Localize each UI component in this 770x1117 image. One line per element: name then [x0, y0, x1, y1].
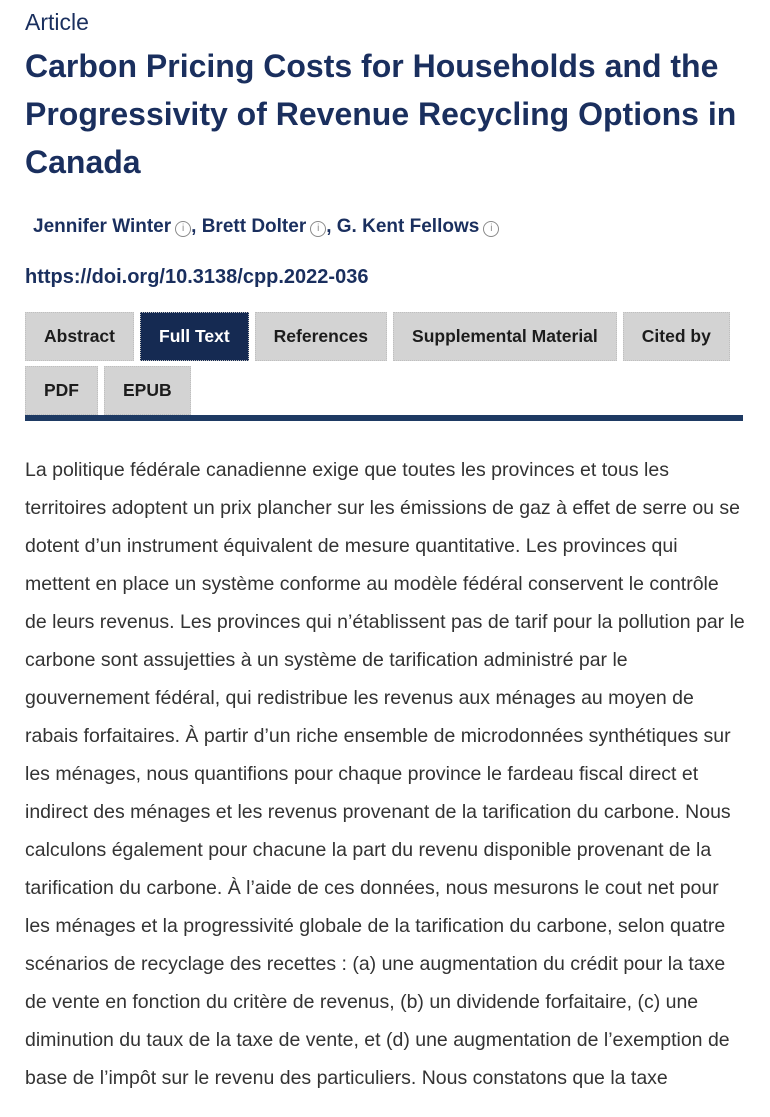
info-glyph: i: [182, 222, 185, 234]
article-title: Carbon Pricing Costs for Households and the Progressivity of Revenue Recycling Options in Canada: [25, 47, 737, 180]
doi-row: [25, 266, 745, 289]
author: [202, 216, 327, 237]
author: [337, 216, 500, 237]
author-link[interactable]: Brett Dolter: [201, 215, 307, 237]
article-tab-bar: [25, 312, 745, 415]
info-glyph: i: [490, 222, 493, 234]
tab-full-text[interactable]: Full Text: [140, 312, 249, 361]
tab-pdf[interactable]: PDF: [25, 366, 98, 415]
tab-abstract[interactable]: Abstract: [25, 312, 134, 361]
tab-epub[interactable]: EPUB: [104, 366, 191, 415]
author-info-icon[interactable]: [175, 221, 191, 237]
doi-link[interactable]: https://doi.org/10.3138/cpp.2022-036: [25, 265, 369, 288]
tab-references[interactable]: References: [255, 312, 387, 361]
author-link[interactable]: Jennifer Winter: [33, 215, 172, 237]
article-type-label: Article: [25, 9, 89, 35]
author-info-icon[interactable]: [483, 221, 499, 237]
author-info-icon[interactable]: [310, 221, 326, 237]
section-divider: [25, 415, 743, 421]
author: [33, 216, 191, 237]
info-glyph: i: [317, 222, 320, 234]
author-link[interactable]: G. Kent Fellows: [336, 215, 480, 237]
author-list: [33, 216, 745, 238]
author-separator: ,: [191, 215, 202, 237]
tab-supplemental-material[interactable]: Supplemental Material: [393, 312, 617, 361]
abstract-text-fr: La politique fédérale canadienne exige que toutes les provinces et tous les territoires adoptent un prix plancher sur les émissions de gaz à effet de serre ou se dotent d’un instrument équivalent de mesure quantitative. Les provinces qui mettent en place un système conforme au modèle fédéral conservent le contrôle de leurs revenus. Les provinces qui n’établissent pas de tarif pour la pollution par le carbone sont assujetties à un système de tarification administré par le gouvernement fédéral, qui redistribue les revenus aux ménages au moyen de rabais forfaitaires. À partir d’un riche ensemble de microdonnées synthétiques sur les ménages, nous quantifions pour chaque province le fardeau fiscal direct et indirect des ménages et les revenus provenant de la tarification du carbone. Nous calculons également pour chacune la part du revenu disponible provenant de la tarification du carbone. À l’aide de ces données, nous mesurons le cout net pour les ménages et la progressivité globale de la tarification du carbone, selon quatre scénarios de recyclage des recettes : (a) une augmentation du crédit pour la taxe de vente en fonction du critère de revenus, (b) un dividende forfaitaire, (c) une diminution du taux de la taxe de vente, et (d) une augmentation de l’exemption de base de l’impôt sur le revenu des particuliers. Nous constatons que la taxe: [25, 458, 745, 1089]
author-separator: ,: [326, 215, 337, 237]
tab-cited-by[interactable]: Cited by: [623, 312, 730, 361]
